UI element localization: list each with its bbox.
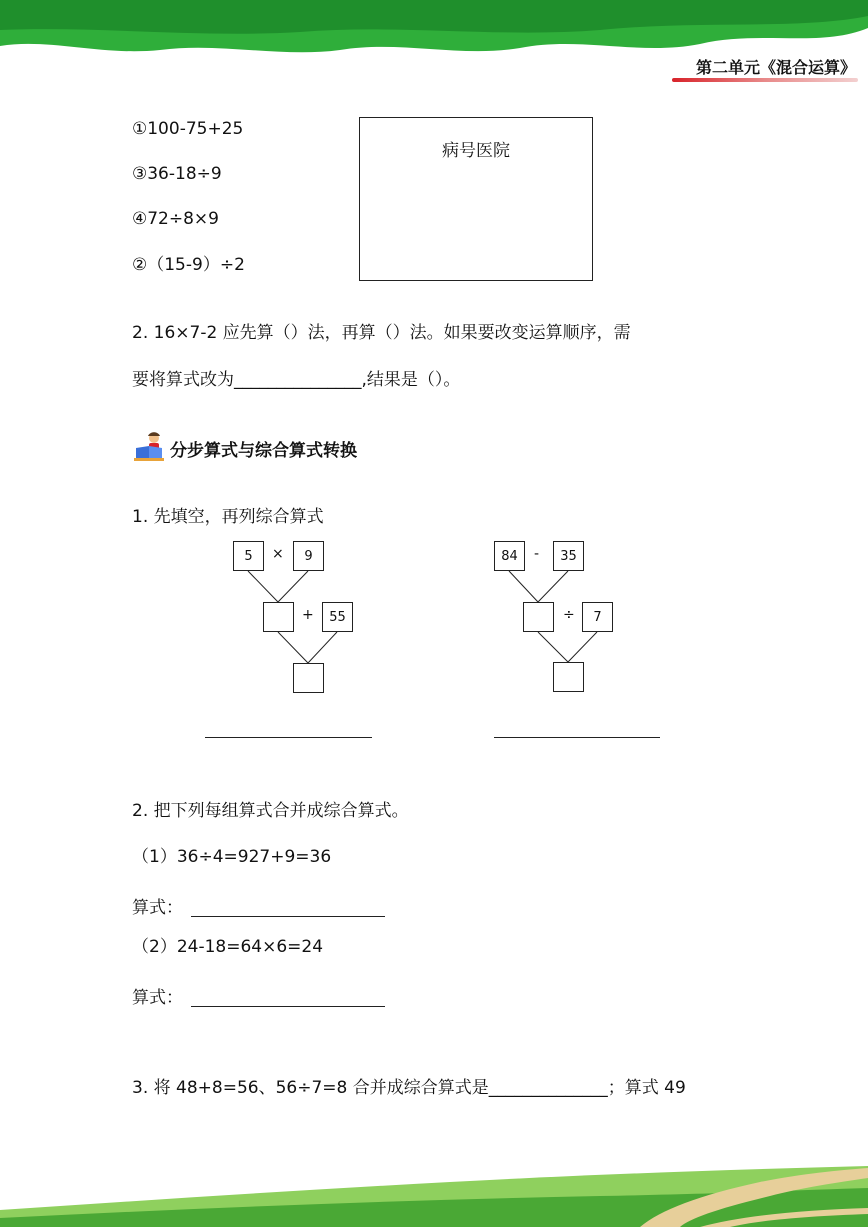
tree1-op1: × — [272, 546, 284, 562]
top-green-banner — [0, 0, 868, 60]
part3-text: 3. 将 48+8=56、56÷7=8 合并成综合算式是______________；算式 49 — [132, 1078, 686, 1098]
part2-label-2: 算式： — [132, 988, 183, 1008]
tree2-answer-box-1[interactable] — [523, 602, 554, 632]
tree2-box-a: 84 — [494, 541, 525, 571]
tree2-op1: - — [534, 546, 540, 562]
tree1-answer-box-1[interactable] — [263, 602, 294, 632]
tree2-answer-line[interactable] — [494, 737, 660, 738]
tree2-answer-box-2[interactable] — [553, 662, 584, 692]
expr-3: ③36-18÷9 — [132, 164, 222, 184]
tree2-op2: ÷ — [563, 607, 575, 623]
part2-item-2: （2）24-18=64×6=24 — [132, 937, 324, 957]
section-title: 分步算式与综合算式转换 — [170, 441, 357, 461]
header-underline — [672, 78, 858, 82]
expr-2: ②（15-9）÷2 — [132, 255, 245, 275]
bottom-grass-banner — [0, 1160, 868, 1227]
hospital-box-title: 病号医院 — [442, 141, 510, 161]
reading-child-icon — [132, 430, 166, 462]
tree1-answer-line[interactable] — [205, 737, 372, 738]
part2-title: 2. 把下列每组算式合并成综合算式。 — [132, 801, 409, 821]
part2-item-1: （1）36÷4=927+9=36 — [132, 847, 332, 867]
tree1-box-b: 9 — [293, 541, 324, 571]
expr-1: ①100-75+25 — [132, 119, 244, 139]
part2-answer-line-2[interactable] — [191, 1006, 385, 1007]
tree1-op2: + — [302, 607, 314, 623]
part2-answer-line-1[interactable] — [191, 916, 385, 917]
tree2-box-c: 7 — [582, 602, 613, 632]
unit-title: 第二单元《混合运算》 — [695, 58, 856, 77]
expr-4: ④72÷8×9 — [132, 209, 219, 229]
q2-line-2: 要将算式改为_______________,结果是（）。 — [132, 370, 461, 390]
tree1-box-c: 55 — [322, 602, 353, 632]
part2-label-1: 算式： — [132, 898, 183, 918]
tree1-answer-box-2[interactable] — [293, 663, 324, 693]
tree1-box-a: 5 — [233, 541, 264, 571]
part1-title: 1. 先填空，再列综合算式 — [132, 507, 324, 527]
q2-line-1: 2. 16×7-2 应先算（）法，再算（）法。如果要改变运算顺序，需 — [132, 323, 631, 343]
tree2-box-b: 35 — [553, 541, 584, 571]
hospital-box — [359, 117, 593, 281]
